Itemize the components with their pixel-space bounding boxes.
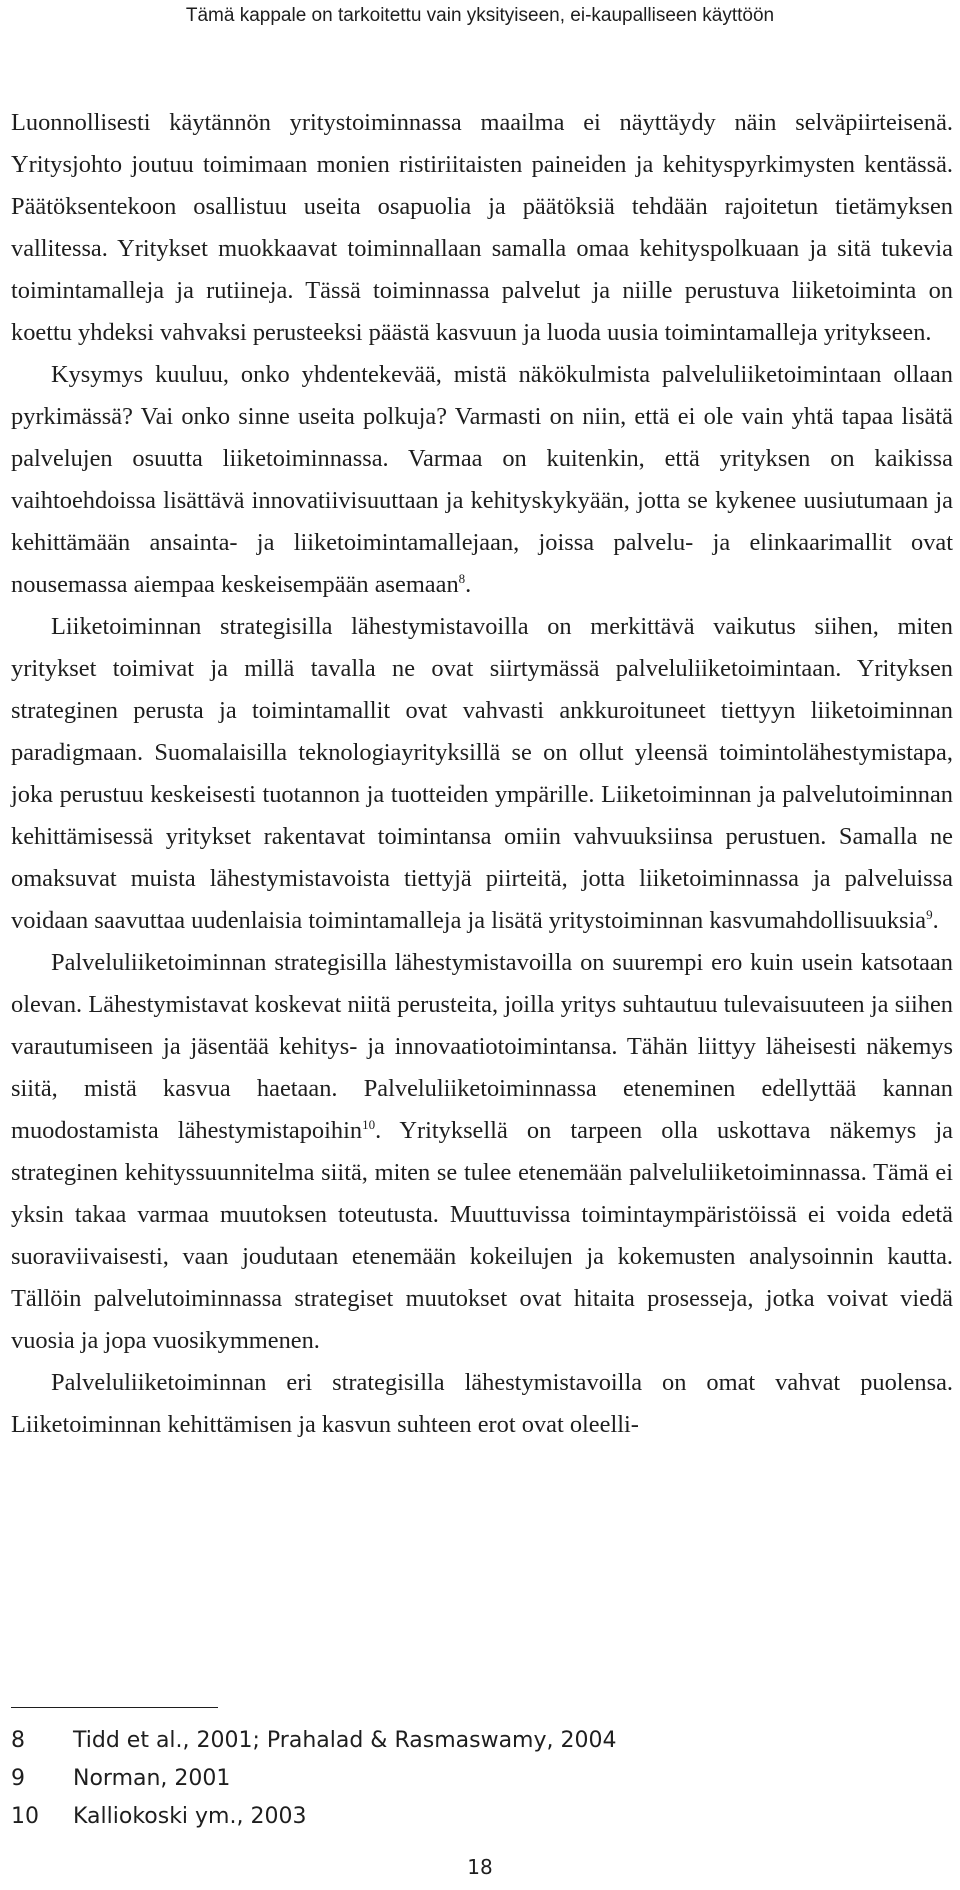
- footnote-item: [11, 1798, 616, 1836]
- paragraph: [11, 942, 953, 1362]
- paragraph-tail: .: [932, 907, 939, 934]
- footnote-text: Norman, 2001: [73, 1766, 231, 1791]
- footnote-ref: 8: [458, 570, 466, 586]
- paragraph: [11, 102, 953, 354]
- paragraph-text: Liiketoiminnan strategisilla lähestymistavoilla on merkittävä vaikutus siihen, miten yritykset toimivat ja millä tavalla ne ovat siirtymässä palveluliiketoimintaan. Yrityksen strateginen perusta ja toimintamallit ovat vahvasti ankkuroituneet tiettyyn liiketoiminnan paradigmaan. Suomalaisilla teknologiayrityksillä se on ollut yleensä toimintolähestymistapa, joka perustuu keskeisesti tuotannon ja tuotteiden ympärille. Liiketoiminnan ja palvelutoiminnan kehittämisessä yritykset rakentavat toimintansa omiin vahvuuksiinsa perustuen. Samalla ne omaksuvat muista lähestymistavoista tiettyjä piirteitä, jotta liiketoiminnassa ja palveluissa voidaan saavuttaa uudenlaisia toimintamalleja ja lisätä yritystoiminnan kasvumahdollisuuksia: [11, 613, 953, 934]
- paragraph-text: Palveluliiketoiminnan eri strategisilla lähestymistavoilla on omat vahvat puolensa. Liiketoiminnan kehittämisen ja kasvun suhteen erot ovat oleelli-: [11, 1369, 953, 1438]
- footnote-number: 8: [11, 1728, 25, 1753]
- paragraph: [11, 606, 953, 942]
- paragraph-tail: .: [465, 571, 472, 598]
- footnote-item: [11, 1760, 616, 1798]
- paragraph-text: Kysymys kuuluu, onko yhdentekevää, mistä näkökulmista palveluliiketoimintaan ollaan pyrkimässä? Vai onko sinne useita polkuja? Varmasti on niin, että ei ole vain yhtä tapaa lisätä palvelujen osuutta liiketoiminnassa. Varmaa on kuitenkin, että yrityksen on kaikissa vaihtoehdoissa lisättävä innovatiivisuuttaan ja kehityskykyään, jotta se kykenee uusiutumaan ja kehittämään ansainta- ja liiketoimintamallejaan, joissa palvelu- ja elinkaarimallit ovat nousemassa aiempaa keskeisempään asemaan: [11, 361, 953, 598]
- paragraph: [11, 354, 953, 606]
- paragraph-tail: . Yrityksellä on tarpeen olla uskottava näkemys ja strateginen kehityssuunnitelma siitä, miten se tulee etenemään palveluliiketoiminnassa. Tämä ei yksin takaa varmaa muutoksen toteutusta. Muuttuvissa toimintaympäristöissä ei voida edetä suoraviivaisesti, vaan joudutaan etenemään kokeilujen ja kokemusten analysoinnin kautta. Tällöin palvelutoiminnassa strategiset muutokset ovat hitaita prosesseja, jotka voivat viedä vuosia ja jopa vuosikymmenen.: [11, 1117, 953, 1354]
- page-header: Tämä kappale on tarkoitettu vain yksityiseen, ei-kaupalliseen käyttöön: [185, 5, 775, 26]
- page-number: 18: [467, 1855, 493, 1879]
- footnote-text: Kalliokoski ym., 2003: [73, 1804, 307, 1829]
- footnote-number: 10: [11, 1804, 39, 1829]
- footnote-number: 9: [11, 1766, 25, 1791]
- footnote-text: Tidd et al., 2001; Prahalad & Rasmaswamy, 2004: [73, 1728, 617, 1753]
- paragraph-text: Luonnollisesti käytännön yritystoiminnassa maailma ei näyttäydy näin selväpiirteisenä. Yritysjohto joutuu toimimaan monien ristiriitaisten paineiden ja kehityspyrkimysten kentässä. Päätöksentekoon osallistuu useita osapuolia ja päätöksiä tehdään rajoitetun tietämyksen vallitessa. Yritykset muokkaavat toiminnallaan samalla omaa kehityspolkuaan ja sitä tukevia toimintamalleja ja rutiineja. Tässä toiminnassa palvelut ja niille perustuva liiketoiminta on koettu yhdeksi vahvaksi perusteeksi päästä kasvuun ja luoda uusia toimintamalleja yritykseen.: [11, 109, 953, 346]
- footnote-divider: [11, 1707, 218, 1708]
- footnote-ref: 10: [362, 1116, 376, 1132]
- body-text: [11, 102, 953, 1446]
- footnote-ref: 9: [926, 906, 933, 922]
- footnote-item: [11, 1722, 616, 1760]
- footnotes: [11, 1722, 616, 1836]
- paragraph: [11, 1362, 953, 1446]
- paragraph-text: Palveluliiketoiminnan strategisilla lähestymistavoilla on suurempi ero kuin usein katsotaan olevan. Lähestymistavat koskevat niitä perusteita, joilla yritys suhtautuu tulevaisuuteen ja siihen varautumiseen ja jäsentää kehitys- ja innovaatiotoimintansa. Tähän liittyy läheisesti näkemys siitä, mistä kasvua haetaan. Palveluliiketoiminnassa eteneminen edellyttää kannan muodostamista lähestymistapoihin: [11, 949, 953, 1144]
